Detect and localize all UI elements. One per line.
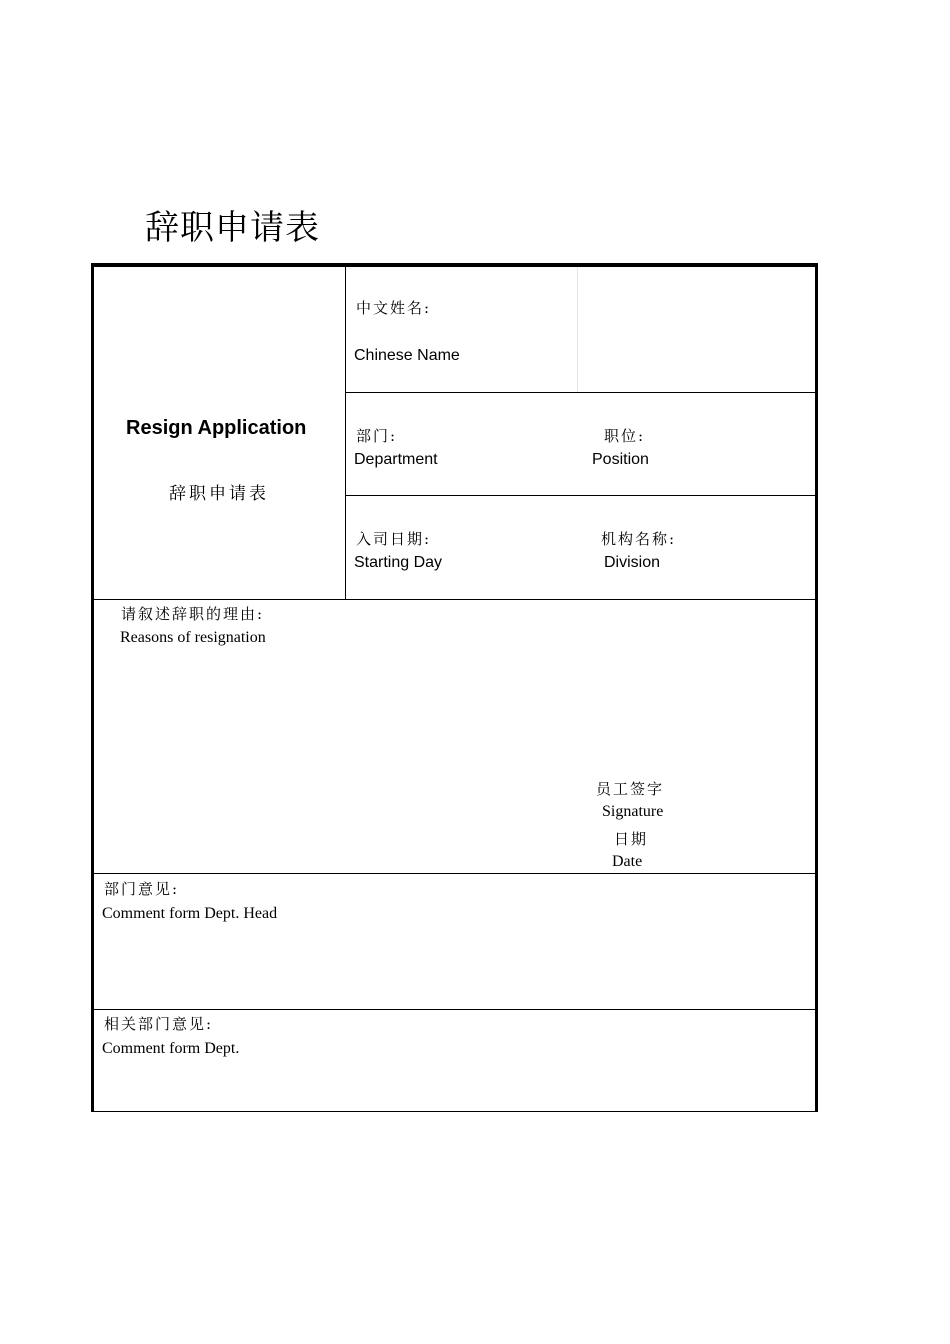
position-label-en: Position [592, 451, 649, 468]
form-title-en: Resign Application [126, 417, 307, 439]
left-column-divider [345, 267, 346, 600]
row-divider-header [94, 599, 815, 600]
signature-label-zh: 员工签字 [596, 780, 665, 798]
dept-comment-label-zh: 部门意见: [104, 880, 180, 898]
row-divider-name [345, 392, 815, 393]
related-comment-label-en: Comment form Dept. [102, 1040, 240, 1057]
division-field[interactable] [584, 497, 813, 598]
chinese-name-label-en: Chinese Name [354, 347, 460, 364]
division-label-zh: 机构名称: [601, 530, 677, 548]
department-label-en: Department [354, 451, 438, 468]
dept-comment-textarea[interactable] [96, 929, 813, 1007]
dept-comment-label-en: Comment form Dept. Head [102, 905, 278, 922]
reasons-textarea[interactable] [96, 652, 576, 870]
position-field[interactable] [584, 394, 813, 494]
related-comment-label-zh: 相关部门意见: [104, 1015, 214, 1033]
starting-day-label-zh: 入司日期: [356, 530, 432, 548]
chinese-name-label-zh: 中文姓名: [356, 299, 432, 317]
department-label-zh: 部门: [356, 427, 398, 445]
reasons-label-zh: 请叙述辞职的理由: [121, 605, 265, 623]
department-field[interactable] [347, 394, 582, 494]
resign-application-form [91, 263, 818, 1112]
related-comment-textarea[interactable] [96, 1064, 813, 1110]
position-label-zh: 职位: [604, 427, 646, 445]
date-label-en: Date [612, 853, 643, 870]
date-label-zh: 日期 [614, 830, 649, 848]
starting-day-field[interactable] [347, 497, 582, 598]
division-label-en: Division [604, 554, 661, 571]
chinese-name-field[interactable] [579, 269, 813, 391]
name-value-divider [577, 267, 578, 392]
row-divider-dept-comment [94, 1009, 815, 1010]
form-title-zh: 辞职申请表 [169, 484, 269, 504]
signature-label-en: Signature [602, 803, 664, 820]
page-title: 辞职申请表 [145, 208, 320, 248]
row-divider-dept [345, 495, 815, 496]
starting-day-label-en: Starting Day [354, 554, 443, 571]
reasons-label-en: Reasons of resignation [120, 629, 266, 646]
row-divider-reasons [94, 873, 815, 874]
